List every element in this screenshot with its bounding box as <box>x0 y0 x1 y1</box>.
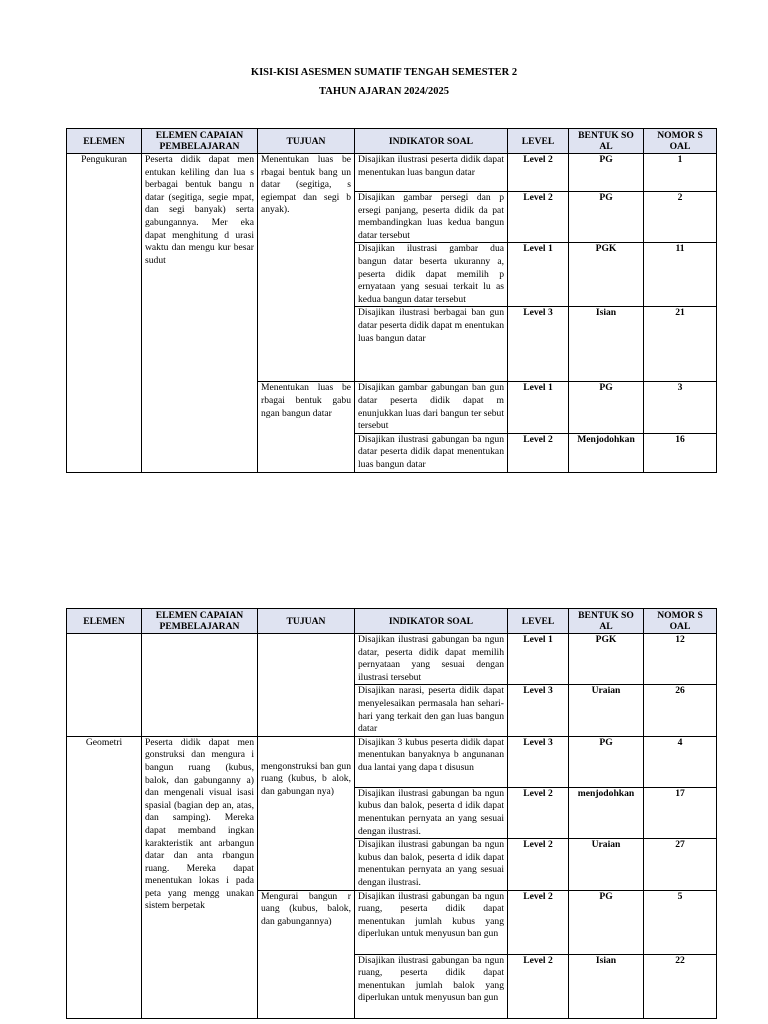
header-indikator: INDIKATOR SOAL <box>355 609 508 634</box>
level-cell: Level 2 <box>508 954 569 1018</box>
header-indikator: INDIKATOR SOAL <box>355 129 508 154</box>
level-cell: Level 3 <box>508 307 569 382</box>
elemen-cell-empty <box>67 634 142 737</box>
indikator-cell: Disajikan ilustrasi gambar dua bangun datar beserta ukuranny a, peserta didik dapat memilih p ernyataan yang sesuai terkait lu as kedua bangun datar tersebut <box>355 243 508 307</box>
level-cell: Level 2 <box>508 433 569 472</box>
academic-year: TAHUN AJARAN 2024/2025 <box>319 86 449 97</box>
level-cell: Level 3 <box>508 736 569 787</box>
indikator-cell: Disajikan ilustrasi gabungan ba ngun ruang, peserta didik dapat menentukan jumlah kubus yang diperlukan untuk menyusun ban gun <box>355 890 508 954</box>
header-tujuan: TUJUAN <box>258 609 355 634</box>
indikator-cell: Disajikan ilustrasi gabungan ba ngun kubus dan balok, peserta d idik dapat menentukan pernyata an yang sesuai dengan ilustrasi. <box>355 839 508 890</box>
nomor-cell: 21 <box>644 307 717 382</box>
kisi-kisi-table-1 <box>66 128 717 473</box>
indikator-cell: Disajikan ilustrasi gabungan ba ngun kubus dan balok, peserta d idik dapat menentukan pernyata an yang sesuai dengan ilustrasi. <box>355 787 508 838</box>
indikator-cell: Disajikan ilustrasi gabungan ba ngun ruang, peserta didik dapat menentukan jumlah balok yang diperlukan untuk menyusun ban gun <box>355 954 508 1018</box>
bentuk-cell: PG <box>569 890 644 954</box>
level-cell: Level 2 <box>508 890 569 954</box>
tujuan-cell: Menentukan luas be rbagai bentuk gabu ngan bangun datar <box>258 382 355 472</box>
level-cell: Level 2 <box>508 787 569 838</box>
header-bentuk: BENTUK SO AL <box>569 609 644 634</box>
tujuan-cell: Mengurai bangun r uang (kubus, balok, dan gabungannya) <box>258 890 355 1018</box>
bentuk-cell: Isian <box>569 954 644 1018</box>
nomor-cell: 22 <box>644 954 717 1018</box>
bentuk-cell: Uraian <box>569 839 644 890</box>
indikator-cell: Disajikan ilustrasi berbagai ban gun datar peserta didik dapat m enentukan luas bangun datar <box>355 307 508 382</box>
kisi-kisi-table-2 <box>66 608 717 1019</box>
header-capaian: ELEMEN CAPAIAN PEMBELAJARAN <box>142 129 258 154</box>
tujuan-cell: Menentukan luas be rbagai bentuk bang un datar (segitiga, s egiempat dan segi b anyak). <box>258 154 355 382</box>
indikator-cell: Disajikan ilustrasi gabungan ba ngun datar peserta didik dapat menentukan luas bangun datar <box>355 433 508 472</box>
header-bentuk: BENTUK SO AL <box>569 129 644 154</box>
header-capaian: ELEMEN CAPAIAN PEMBELAJARAN <box>142 609 258 634</box>
tujuan-cell-empty <box>258 634 355 737</box>
nomor-cell: 17 <box>644 787 717 838</box>
nomor-cell: 1 <box>644 154 717 192</box>
bentuk-cell: Uraian <box>569 685 644 736</box>
indikator-cell: Disajikan ilustrasi peserta didik dapat menentukan luas bangun datar <box>355 154 508 192</box>
nomor-cell: 12 <box>644 634 717 685</box>
table-header-row <box>67 609 717 634</box>
level-cell: Level 2 <box>508 154 569 192</box>
bentuk-cell: PGK <box>569 634 644 685</box>
header-level: LEVEL <box>508 129 569 154</box>
table-row <box>67 634 717 685</box>
nomor-cell: 26 <box>644 685 717 736</box>
nomor-cell: 27 <box>644 839 717 890</box>
nomor-cell: 11 <box>644 243 717 307</box>
capaian-cell-empty <box>142 634 258 737</box>
nomor-cell: 2 <box>644 192 717 243</box>
capaian-cell: Peserta didik dapat men gonstruksi dan mengura i bangun ruang (kubus, balok, dan gabunganny a) dan mengenali visual isasi spasial (bagian dep an, atas, dan samping). Mereka dapat memband ingkan karakteristik ant arbangun datar dan anta rbangun ruang. Mereka dapat menentukan lokas i pada peta yang mengg unakan sistem berpetak <box>142 736 258 1018</box>
bentuk-cell: PG <box>569 154 644 192</box>
indikator-cell: Disajikan 3 kubus peserta didik dapat menentukan banyaknya b angunanan dua lantai yang dapa t disusun <box>355 736 508 787</box>
document-title: KISI-KISI ASESMEN SUMATIF TENGAH SEMESTER 2 <box>250 67 518 78</box>
table-header-row <box>67 129 717 154</box>
level-cell: Level 2 <box>508 839 569 890</box>
nomor-cell: 5 <box>644 890 717 954</box>
table-row <box>67 736 717 787</box>
indikator-cell: Disajikan narasi, peserta didik dapat menyelesaikan permasala han sehari-hari yang terkait den gan luas bangun datar <box>355 685 508 736</box>
level-cell: Level 1 <box>508 634 569 685</box>
level-cell: Level 2 <box>508 192 569 243</box>
bentuk-cell: Isian <box>569 307 644 382</box>
header-nomor: NOMOR S OAL <box>644 129 717 154</box>
level-cell: Level 3 <box>508 685 569 736</box>
bentuk-cell: PG <box>569 736 644 787</box>
header-elemen: ELEMEN <box>67 129 142 154</box>
elemen-cell: Pengukuran <box>67 154 142 473</box>
tujuan-cell: mengonstruksi ban gun ruang (kubus, b alok, dan gabungan nya) <box>258 736 355 890</box>
indikator-cell: Disajikan ilustrasi gabungan ba ngun datar, peserta didik dapat memilih pernyataan yang sesuai dengan ilustrasi tersebut <box>355 634 508 685</box>
bentuk-cell: Menjodohkan <box>569 433 644 472</box>
nomor-cell: 16 <box>644 433 717 472</box>
header-level: LEVEL <box>508 609 569 634</box>
elemen-cell: Geometri <box>67 736 142 1018</box>
nomor-cell: 4 <box>644 736 717 787</box>
level-cell: Level 1 <box>508 382 569 433</box>
header-tujuan: TUJUAN <box>258 129 355 154</box>
indikator-cell: Disajikan gambar persegi dan p ersegi panjang, peserta didik da pat membandingkan luas kedua bangun datar tersebut <box>355 192 508 243</box>
capaian-cell: Peserta didik dapat men entukan keliling dan lua s berbagai bentuk bangu n datar (segitiga, segie mpat, dan segi banyak) serta gabungannya. Mer eka dapat menghitung d urasi waktu dan mengu kur besar sudut <box>142 154 258 473</box>
bentuk-cell: PG <box>569 382 644 433</box>
bentuk-cell: PGK <box>569 243 644 307</box>
nomor-cell: 3 <box>644 382 717 433</box>
header-elemen: ELEMEN <box>67 609 142 634</box>
bentuk-cell: menjodohkan <box>569 787 644 838</box>
header-nomor: NOMOR S OAL <box>644 609 717 634</box>
indikator-cell: Disajikan gambar gabungan ban gun datar peserta didik dapat m enunjukkan luas dari bangun ter sebut tersebut <box>355 382 508 433</box>
level-cell: Level 1 <box>508 243 569 307</box>
bentuk-cell: PG <box>569 192 644 243</box>
table-row <box>67 154 717 192</box>
